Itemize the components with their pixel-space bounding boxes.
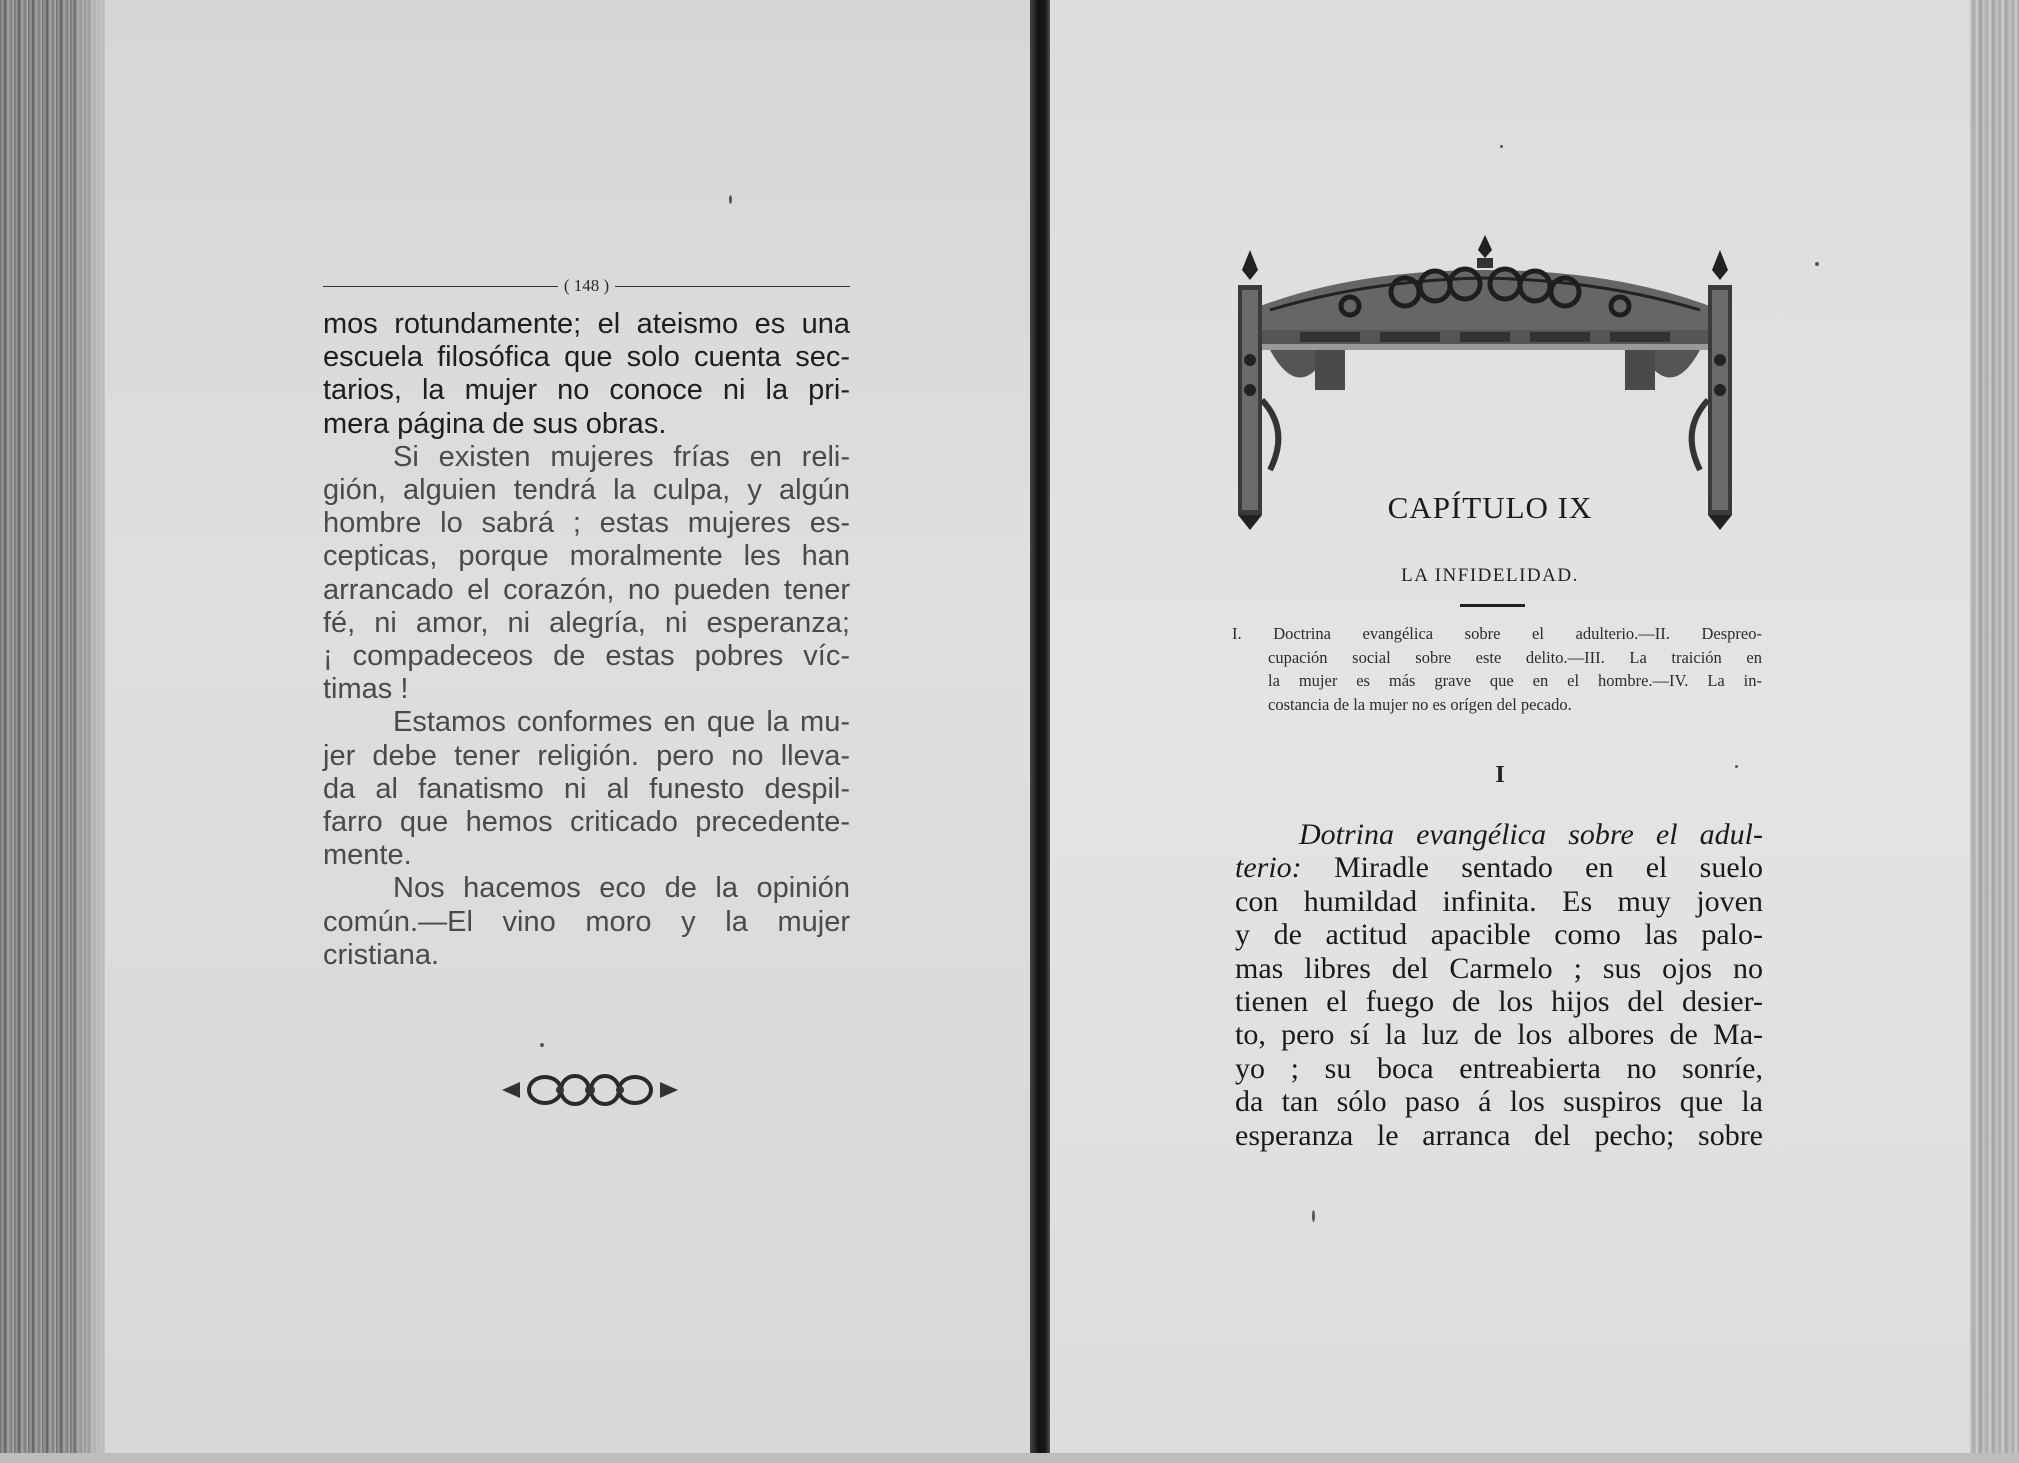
text-line: yo ; su boca entreabierta no sonríe, <box>1235 1051 1763 1085</box>
text-line: esperanza le arranca del pecho; sobre <box>1235 1118 1763 1152</box>
text-line: da al fanatismo ni al funesto despil- <box>323 772 850 805</box>
dust-speck <box>1312 1210 1315 1222</box>
text-line <box>1235 851 1763 884</box>
text-line: común.—El vino moro y la mujer <box>323 905 850 938</box>
text-line: jer debe tener religión. pero no lleva- <box>323 739 850 772</box>
text-line: to, pero sí la luz de los albores de Ma- <box>1235 1018 1763 1052</box>
right-page-edges <box>1970 0 2019 1463</box>
italic-heading: Dotrina evangélica sobre el adul- <box>1299 818 1763 851</box>
dust-speck <box>1735 765 1738 768</box>
text-line: timas ! <box>323 673 409 706</box>
book-gutter <box>1030 0 1052 1463</box>
summary-line: costancia de la mujer no es orígen del pecado. <box>1268 694 1572 714</box>
text-line: cristiana. <box>323 938 440 971</box>
text-fragment: Miradle sentado en el suelo <box>1333 851 1764 885</box>
text-line: farro que hemos criticado precedente- <box>323 806 850 839</box>
text-line <box>1235 818 1763 851</box>
right-page-body <box>1235 818 1763 1152</box>
dust-speck <box>1815 262 1819 266</box>
text-line: arrancado el corazón, no pueden tener <box>323 573 850 606</box>
text-line: mos rotundamente; el ateismo es una <box>323 308 850 340</box>
summary-line: la mujer es más grave que en el hombre.—IV. La in- <box>1268 671 1762 690</box>
text-line: tarios, la mujer no conoce ni la pri- <box>323 374 850 407</box>
text-line: tienen el fuego de los hijos del desier- <box>1235 985 1763 1019</box>
text-line: Estamos conformes en que la mu- <box>393 706 850 739</box>
section-number: I <box>1495 762 1505 788</box>
text-line: Si existen mujeres frías en reli- <box>393 440 850 473</box>
chapter-rule <box>1460 604 1525 607</box>
right-page <box>1050 0 1970 1463</box>
text-line: escuela filosófica que solo cuenta sec- <box>323 341 850 374</box>
text-line: cepticas, porque moralmente les han <box>323 540 850 573</box>
text-line: gión, alguien tendrá la culpa, y algún <box>323 474 850 507</box>
text-line: fé, ni amor, ni alegría, ni esperanza; <box>323 606 850 639</box>
running-head <box>323 276 850 296</box>
chapter-summary <box>1232 622 1762 716</box>
text-line: mente. <box>323 839 412 872</box>
text-line: mas libres del Carmelo ; sus ojos no <box>1235 951 1763 985</box>
italic-heading-end: terio: <box>1235 851 1302 885</box>
text-line: da tan sólo paso á los suspiros que la <box>1235 1085 1763 1119</box>
left-page-edges <box>0 0 105 1463</box>
running-head-rule-right <box>615 286 850 287</box>
text-line: hombre lo sabrá ; estas mujeres es- <box>323 507 850 540</box>
dust-speck <box>1500 145 1503 148</box>
running-head-rule-left <box>323 286 558 287</box>
text-line: ¡ compadeceos de estas pobres víc- <box>323 640 850 673</box>
summary-line: cupación social sobre este delito.—III. La traición en <box>1268 647 1762 667</box>
dust-speck <box>540 1043 544 1047</box>
bottom-edge <box>0 1453 2019 1463</box>
summary-line: I. Doctrina evangélica sobre el adulterio.—II. Despreo- <box>1232 624 1762 643</box>
text-line: Nos hacemos eco de la opinión <box>393 872 850 905</box>
dust-speck <box>729 195 732 204</box>
left-page-body <box>323 308 850 972</box>
chapter-subtitle: LA INFIDELIDAD. <box>1401 565 1579 586</box>
page-number: ( 148 ) <box>563 276 610 295</box>
chapter-title: CAPÍTULO IX <box>1387 490 1593 525</box>
text-line: mera página de sus obras. <box>323 407 667 440</box>
text-line: y de actitud apacible como las palo- <box>1235 918 1763 952</box>
text-line: con humildad infinita. Es muy joven <box>1235 884 1763 918</box>
tailpiece-ornament-icon <box>500 1070 680 1110</box>
